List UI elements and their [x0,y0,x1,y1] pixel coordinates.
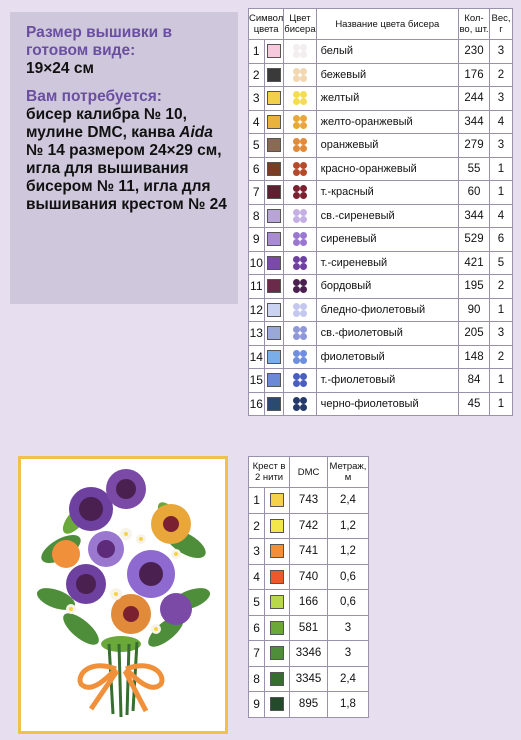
symbol-swatch-icon [267,279,281,293]
floss-length: 1,8 [327,692,368,718]
floss-dmc-code: 742 [290,513,328,539]
floss-number: 3 [249,539,265,565]
floss-row [249,641,369,667]
bead-number: 11 [249,275,265,299]
bead-color-cell [284,40,316,64]
bead-row [249,181,513,205]
bead-color-cell [284,322,316,346]
materials-text-italic: Aida [179,124,213,141]
floss-length: 3 [327,641,368,667]
floss-dmc-code: 743 [290,488,328,514]
bead-row [249,251,513,275]
bead-cluster-icon [293,326,307,340]
bead-quantity: 344 [459,204,490,228]
bead-weight: 6 [490,228,513,252]
bead-color-name: желтый [316,87,458,111]
symbol-swatch-icon [267,91,281,105]
bead-quantity: 60 [459,181,490,205]
bead-quantity: 421 [459,251,490,275]
bead-row [249,298,513,322]
bead-color-name: бежевый [316,63,458,87]
bead-number: 13 [249,322,265,346]
bead-cluster-icon [293,350,307,364]
symbol-swatch-icon [267,138,281,152]
bead-cluster-icon [293,44,307,58]
bead-quantity: 205 [459,322,490,346]
floss-color-symbol [265,615,290,641]
floss-number: 7 [249,641,265,667]
floss-number: 5 [249,590,265,616]
size-value: 19×24 см [26,60,94,77]
bead-quantity: 244 [459,87,490,111]
bead-color-cell [284,87,316,111]
bead-weight: 2 [490,275,513,299]
bead-cluster-icon [293,68,307,82]
floss-row [249,513,369,539]
bead-quantity: 45 [459,392,490,416]
bead-cluster-icon [293,209,307,223]
symbol-swatch-icon [267,350,281,364]
floss-swatch-icon [270,544,284,558]
bead-weight: 1 [490,298,513,322]
color-symbol [264,275,284,299]
color-symbol [264,157,284,181]
bead-quantity: 195 [459,275,490,299]
bead-weight: 2 [490,345,513,369]
bead-number: 2 [249,63,265,87]
bead-number: 12 [249,298,265,322]
floss-number: 9 [249,692,265,718]
header-cross: Крест в 2 нити [249,457,290,488]
bead-color-cell [284,204,316,228]
symbol-swatch-icon [267,373,281,387]
beads-table [248,8,513,416]
bead-color-cell [284,228,316,252]
floss-row [249,539,369,565]
bead-quantity: 279 [459,134,490,158]
bead-weight: 2 [490,63,513,87]
color-symbol [264,87,284,111]
materials-text [26,106,228,214]
pansy-bouquet-picture [21,459,225,731]
floss-table-header [249,457,369,488]
bead-quantity: 344 [459,110,490,134]
bead-number: 5 [249,134,265,158]
bead-row [249,157,513,181]
bead-color-name: белый [316,40,458,64]
floss-row [249,692,369,718]
floss-dmc-code: 581 [290,615,328,641]
floss-length: 1,2 [327,513,368,539]
color-symbol [264,392,284,416]
symbol-swatch-icon [267,397,281,411]
bead-quantity: 529 [459,228,490,252]
bead-color-cell [284,63,316,87]
bead-row [249,87,513,111]
floss-color-symbol [265,692,290,718]
bead-cluster-icon [293,397,307,411]
header-quantity: Кол-во, шт. [459,9,490,40]
header-bead-color: Цвет бисера [284,9,316,40]
floss-swatch-icon [270,493,284,507]
bead-weight: 3 [490,134,513,158]
bead-weight: 3 [490,40,513,64]
floss-number: 6 [249,615,265,641]
floss-length: 1,2 [327,539,368,565]
floss-row [249,488,369,514]
floss-row [249,666,369,692]
floss-color-symbol [265,641,290,667]
symbol-swatch-icon [267,162,281,176]
floss-color-symbol [265,539,290,565]
floss-row [249,615,369,641]
symbol-swatch-icon [267,185,281,199]
floss-color-symbol [265,666,290,692]
bead-cluster-icon [293,185,307,199]
bead-color-name: т.-сиреневый [316,251,458,275]
floss-dmc-code: 741 [290,539,328,565]
bead-number: 14 [249,345,265,369]
bead-weight: 1 [490,369,513,393]
beads-table-header [249,9,513,40]
materials-text-part1: бисер калибра № 10, мулине DMC, канва [26,106,187,141]
color-symbol [264,40,284,64]
bead-cluster-icon [293,91,307,105]
header-length: Метраж, м [327,457,368,488]
bead-cluster-icon [293,256,307,270]
symbol-swatch-icon [267,326,281,340]
symbol-swatch-icon [267,115,281,129]
bead-color-name: фиолетовый [316,345,458,369]
floss-length: 2,4 [327,666,368,692]
bead-row [249,228,513,252]
bead-cluster-icon [293,115,307,129]
floss-color-symbol [265,488,290,514]
floss-number: 1 [249,488,265,514]
bead-color-name: т.-фиолетовый [316,369,458,393]
floss-number: 4 [249,564,265,590]
bead-row [249,345,513,369]
header-color-name: Название цвета бисера [316,9,458,40]
floss-swatch-icon [270,570,284,584]
bead-color-name: св.-фиолетовый [316,322,458,346]
floss-dmc-code: 895 [290,692,328,718]
bead-color-cell [284,345,316,369]
floss-color-symbol [265,564,290,590]
bead-color-name: св.-сиреневый [316,204,458,228]
color-symbol [264,251,284,275]
bead-cluster-icon [293,279,307,293]
header-dmc: DMC [290,457,328,488]
bead-quantity: 230 [459,40,490,64]
color-symbol [264,345,284,369]
floss-dmc-code: 3346 [290,641,328,667]
bead-color-cell [284,369,316,393]
bead-row [249,322,513,346]
symbol-swatch-icon [267,44,281,58]
floss-length: 0,6 [327,590,368,616]
bead-weight: 3 [490,87,513,111]
symbol-swatch-icon [267,232,281,246]
bead-row [249,40,513,64]
bead-number: 15 [249,369,265,393]
materials-heading: Вам потребуется: [26,88,162,105]
color-symbol [264,110,284,134]
bead-color-name: т.-красный [316,181,458,205]
bead-row [249,369,513,393]
color-symbol [264,322,284,346]
color-symbol [264,181,284,205]
floss-swatch-icon [270,595,284,609]
bead-color-cell [284,110,316,134]
bead-color-cell [284,181,316,205]
floss-length: 0,6 [327,564,368,590]
bead-color-name: желто-оранжевый [316,110,458,134]
bead-weight: 5 [490,251,513,275]
bead-weight: 1 [490,181,513,205]
floss-number: 8 [249,666,265,692]
header-symbol: Символ цвета [249,9,284,40]
floss-number: 2 [249,513,265,539]
bead-weight: 3 [490,322,513,346]
bead-number: 16 [249,392,265,416]
color-symbol [264,134,284,158]
floss-color-symbol [265,513,290,539]
color-symbol [264,204,284,228]
bead-cluster-icon [293,373,307,387]
bead-color-name: черно-фиолетовый [316,392,458,416]
floss-swatch-icon [270,646,284,660]
symbol-swatch-icon [267,68,281,82]
bead-row [249,392,513,416]
bead-weight: 4 [490,110,513,134]
floss-color-symbol [265,590,290,616]
header-weight: Вес, г [490,9,513,40]
bead-row [249,63,513,87]
symbol-swatch-icon [267,303,281,317]
floss-swatch-icon [270,672,284,686]
bead-color-name: красно-оранжевый [316,157,458,181]
color-symbol [264,228,284,252]
bead-color-name: оранжевый [316,134,458,158]
bead-weight: 1 [490,157,513,181]
floss-length: 2,4 [327,488,368,514]
floss-dmc-code: 166 [290,590,328,616]
bead-quantity: 55 [459,157,490,181]
color-symbol [264,63,284,87]
bead-row [249,275,513,299]
bead-number: 8 [249,204,265,228]
bead-row [249,204,513,228]
bead-weight: 1 [490,392,513,416]
bead-cluster-icon [293,232,307,246]
floss-swatch-icon [270,697,284,711]
bead-row [249,134,513,158]
size-heading: Размер вышивки в готовом виде: [26,24,172,59]
floss-length: 3 [327,615,368,641]
bead-cluster-icon [293,138,307,152]
symbol-swatch-icon [267,256,281,270]
bead-color-cell [284,392,316,416]
bead-cluster-icon [293,303,307,317]
embroidery-preview-image [18,456,228,734]
bead-number: 9 [249,228,265,252]
bead-color-name: бледно-фиолетовый [316,298,458,322]
floss-swatch-icon [270,621,284,635]
color-symbol [264,369,284,393]
bead-number: 6 [249,157,265,181]
bead-color-name: бордовый [316,275,458,299]
floss-dmc-code: 3345 [290,666,328,692]
bead-color-cell [284,157,316,181]
materials-text-part2: № 14 размером 24×29 см, игла для вышивания бисером № 11, игла для вышивания крестом № 24 [26,142,227,213]
bead-number: 4 [249,110,265,134]
bead-cluster-icon [293,162,307,176]
symbol-swatch-icon [267,209,281,223]
color-symbol [264,298,284,322]
bead-weight: 4 [490,204,513,228]
bead-number: 1 [249,40,265,64]
bead-color-cell [284,298,316,322]
bead-color-cell [284,275,316,299]
bead-color-name: сиреневый [316,228,458,252]
floss-dmc-code: 740 [290,564,328,590]
bead-number: 7 [249,181,265,205]
bead-number: 10 [249,251,265,275]
bead-color-cell [284,251,316,275]
materials-info-panel [10,12,238,304]
floss-table [248,456,369,718]
bead-quantity: 90 [459,298,490,322]
floss-row [249,590,369,616]
bead-color-cell [284,134,316,158]
bead-quantity: 148 [459,345,490,369]
bead-number: 3 [249,87,265,111]
bead-quantity: 176 [459,63,490,87]
floss-row [249,564,369,590]
bead-quantity: 84 [459,369,490,393]
floss-swatch-icon [270,519,284,533]
bead-row [249,110,513,134]
